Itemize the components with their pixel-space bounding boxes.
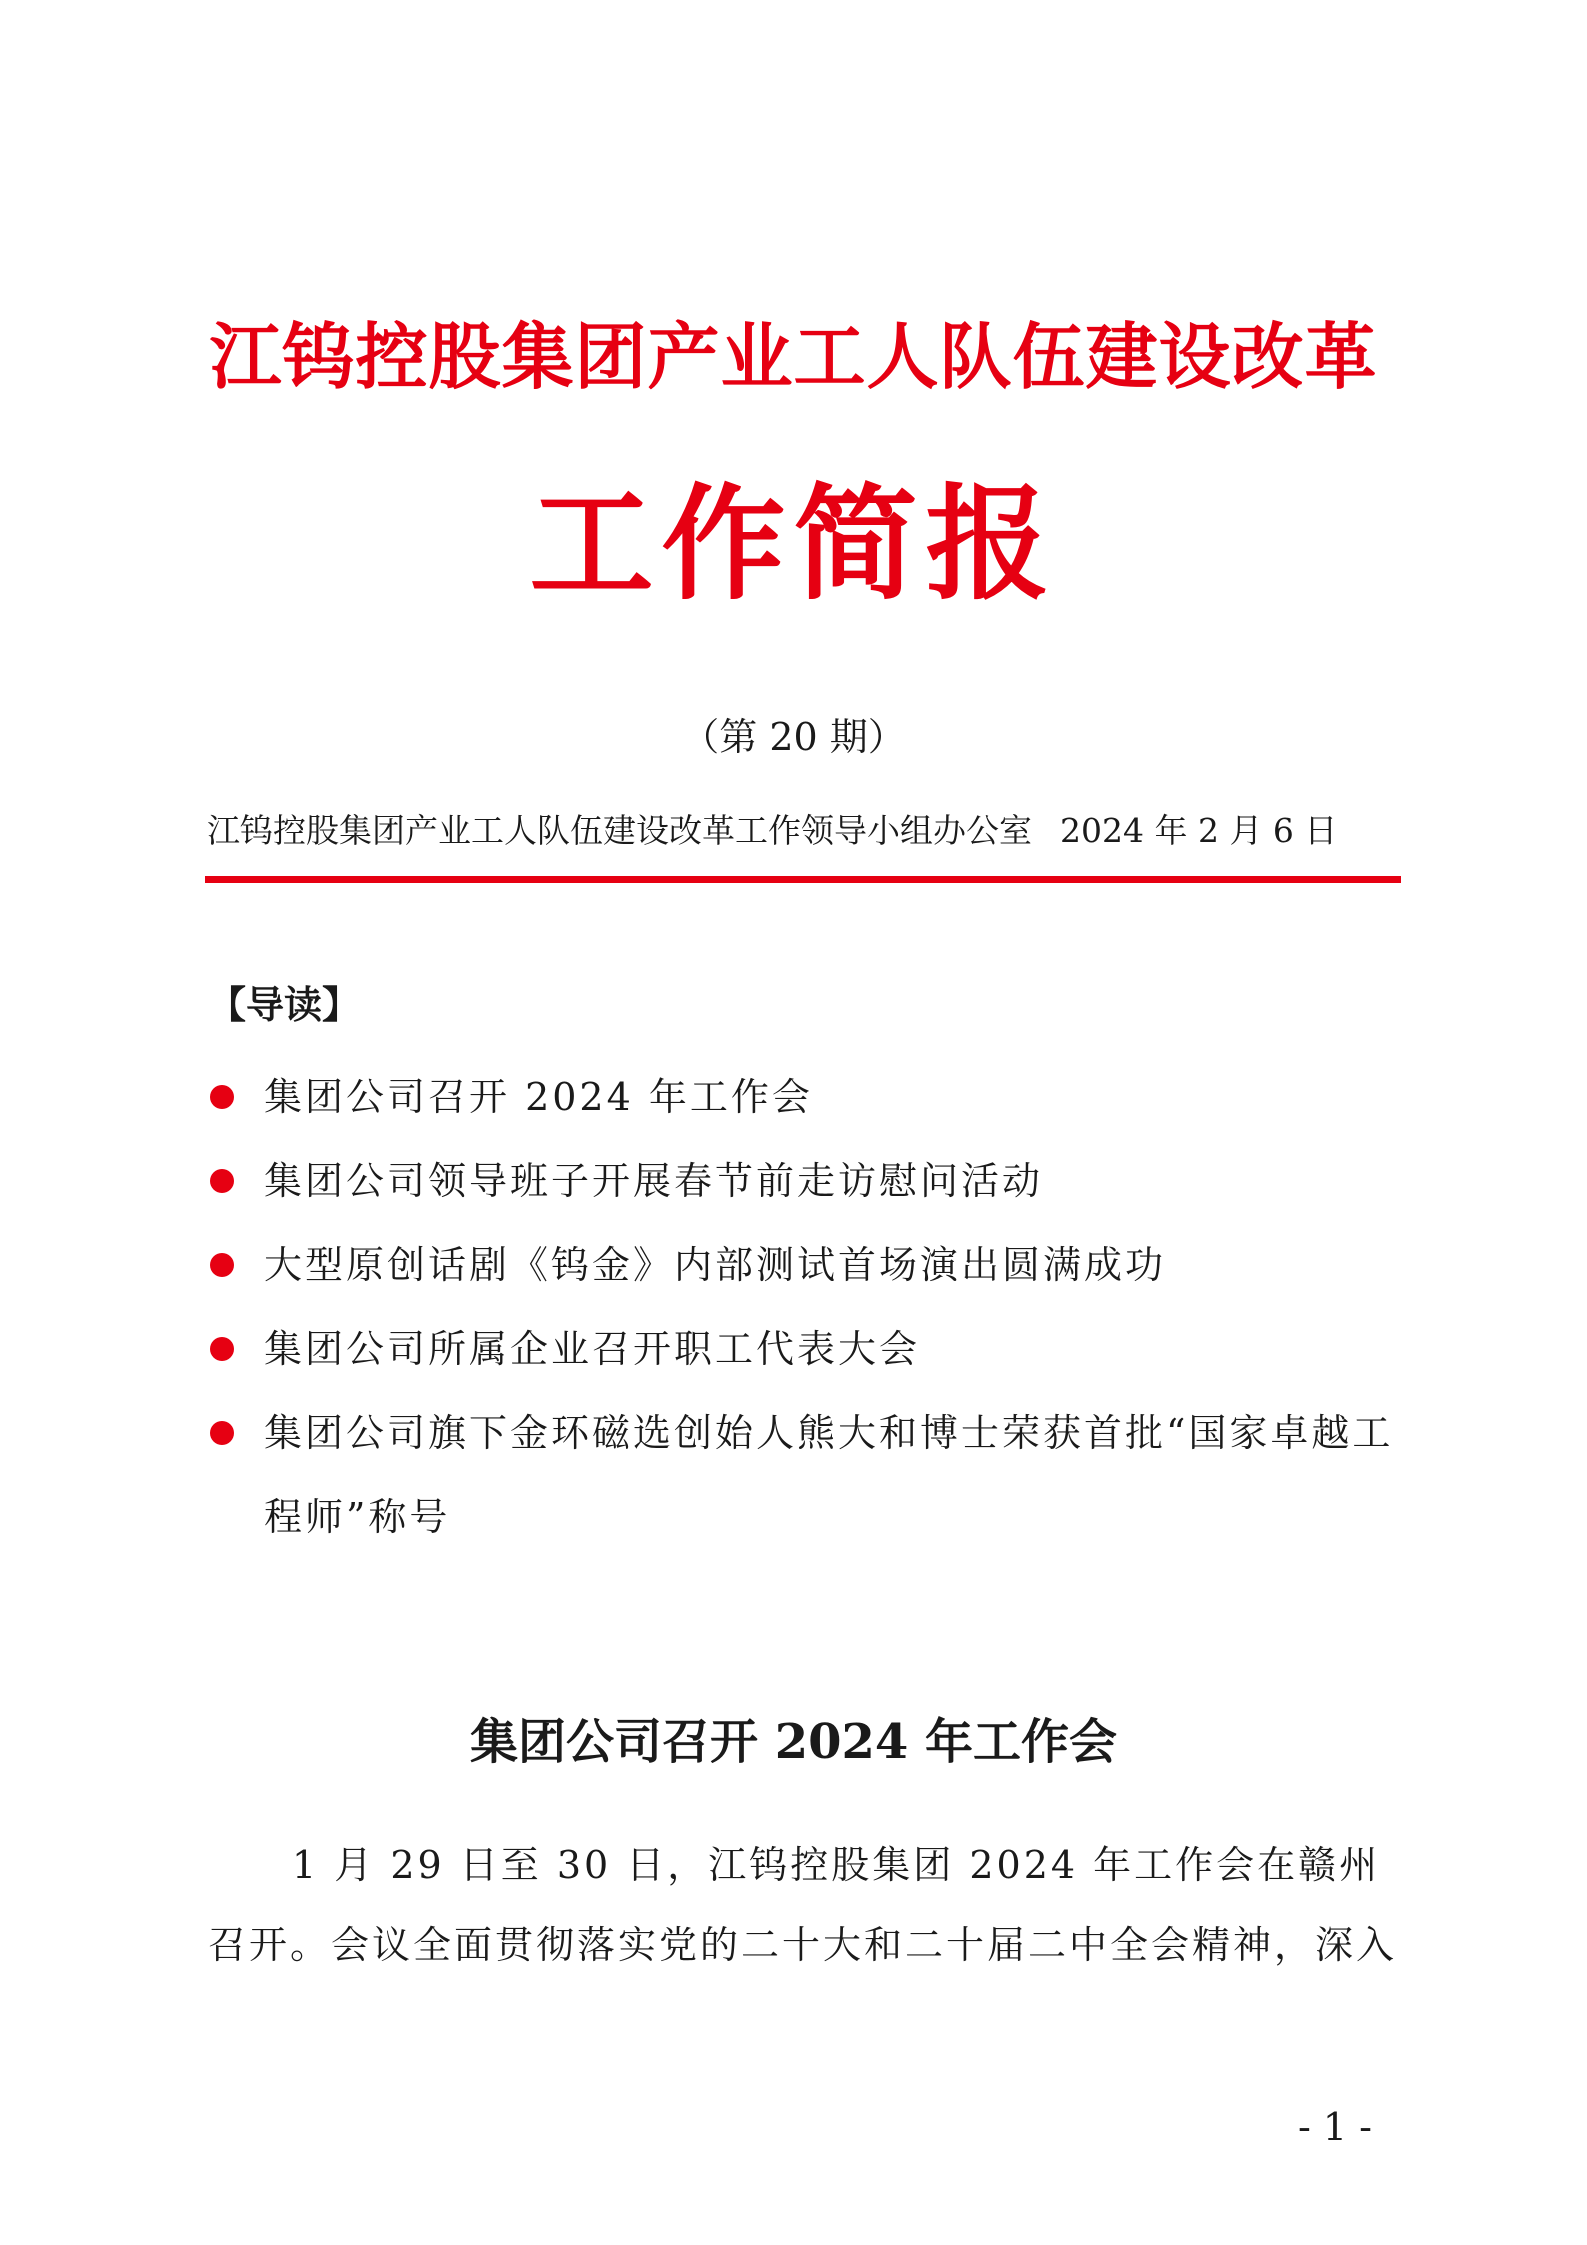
guide-item-text: 集团公司所属企业召开职工代表大会 — [264, 1327, 921, 1371]
masthead-title: 江钨控股集团产业工人队伍建设改革 — [209, 314, 1378, 399]
guide-item-text: 集团公司领导班子开展春节前走访慰问活动 — [264, 1159, 1044, 1203]
guide-item — [210, 1139, 1400, 1223]
guide-item-text: 集团公司召开 2024 年工作会 — [264, 1075, 813, 1119]
issuer-office: 江钨控股集团产业工人队伍建设改革工作领导小组办公室 — [207, 811, 1032, 850]
guide-item — [210, 1223, 1400, 1307]
issue-number: （第 20 期） — [681, 715, 906, 759]
article-body: 1 月 29 日至 30 日，江钨控股集团 2024 年工作会在赣州召开。会议全面贯彻落实党的二十大和二十届二中全会精神，深入 — [208, 1843, 1398, 1967]
red-bullet-icon — [210, 1421, 234, 1445]
red-divider — [205, 876, 1401, 883]
red-bullet-icon — [210, 1337, 234, 1361]
guide-item — [210, 1391, 1400, 1559]
article-title: 集团公司召开 2024 年工作会 — [469, 1714, 1118, 1770]
page-number: - 1 - — [1297, 2105, 1372, 2149]
red-bullet-icon — [210, 1085, 234, 1109]
red-bullet-icon — [210, 1253, 234, 1277]
guide-list — [210, 1055, 1400, 1559]
guide-heading: 【导读】 — [208, 983, 361, 1027]
issuer-row — [207, 806, 1387, 856]
guide-item — [210, 1307, 1400, 1391]
guide-item-text: 大型原创话剧《钨金》内部测试首场演出圆满成功 — [264, 1243, 1167, 1287]
masthead-subtitle: 工作简报 — [529, 472, 1058, 617]
red-bullet-icon — [210, 1169, 234, 1193]
issue-date: 2024 年 2 月 6 日 — [1060, 811, 1338, 850]
guide-item-text: 集团公司旗下金环磁选创始人熊大和博士荣获首批“国家卓越工程师”称号 — [264, 1411, 1394, 1539]
guide-item — [210, 1055, 1400, 1139]
